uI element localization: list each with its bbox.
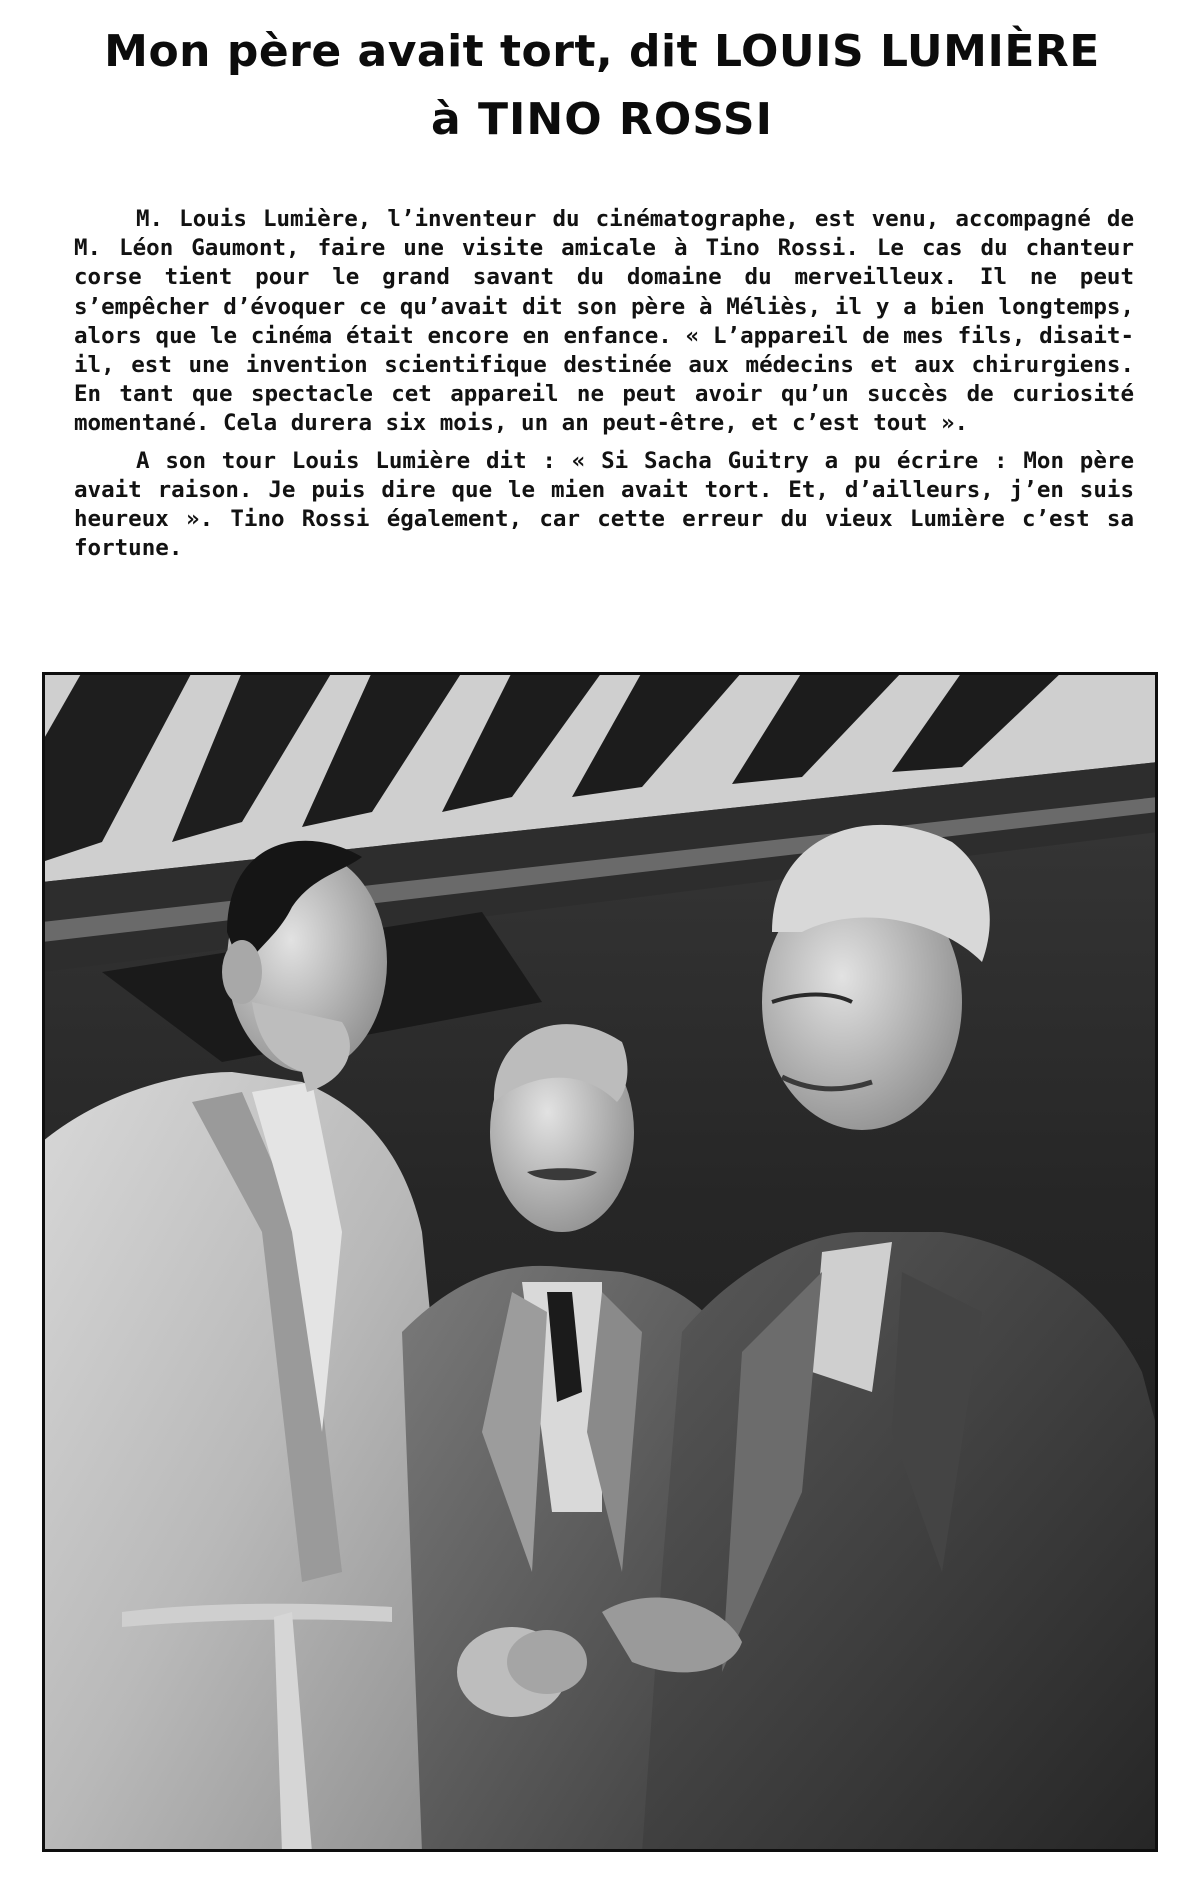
headline-prefix-1: Mon père avait tort, dit: [104, 26, 714, 77]
headline: [40, 22, 1164, 150]
headline-line-1: [40, 22, 1164, 82]
article-body: [74, 205, 1134, 571]
headline-name-tino-rossi: TINO ROSSI: [478, 94, 773, 145]
headline-line-2: [40, 90, 1164, 150]
headline-name-louis-lumiere: LOUIS LUMIÈRE: [713, 26, 1100, 77]
photograph-illustration: [42, 672, 1158, 1852]
headline-prefix-2: à: [430, 94, 478, 145]
article-paragraph-2: A son tour Louis Lumière dit : « Si Sacha Guitry a pu écrire : Mon père avait raison. Je puis dire que le mien avait tort. Et, d’ailleurs, j’en suis heureux ». Tino Rossi également, car cette erreur du vieux Lumière c’est sa fortune.: [74, 447, 1134, 562]
article-paragraph-1: M. Louis Lumière, l’inventeur du cinématographe, est venu, accompagné de M. Léon Gaumont, faire une visite amicale à Tino Rossi. Le cas du chanteur corse tient pour le grand savant du domaine du merveilleux. Il ne peut s’empêcher d’évoquer ce qu’avait dit son père à Méliès, il y a bien longtemps, alors que le cinéma était encore en enfance. « L’appareil de mes fils, disait-il, est une invention scientifique destinée aux médecins et aux chirurgiens. En tant que spectacle cet appareil ne peut avoir qu’un succès de curiosité momentané. Cela durera six mois, un an peut-être, et c’est tout ».: [74, 206, 1134, 437]
photograph: [42, 672, 1158, 1852]
